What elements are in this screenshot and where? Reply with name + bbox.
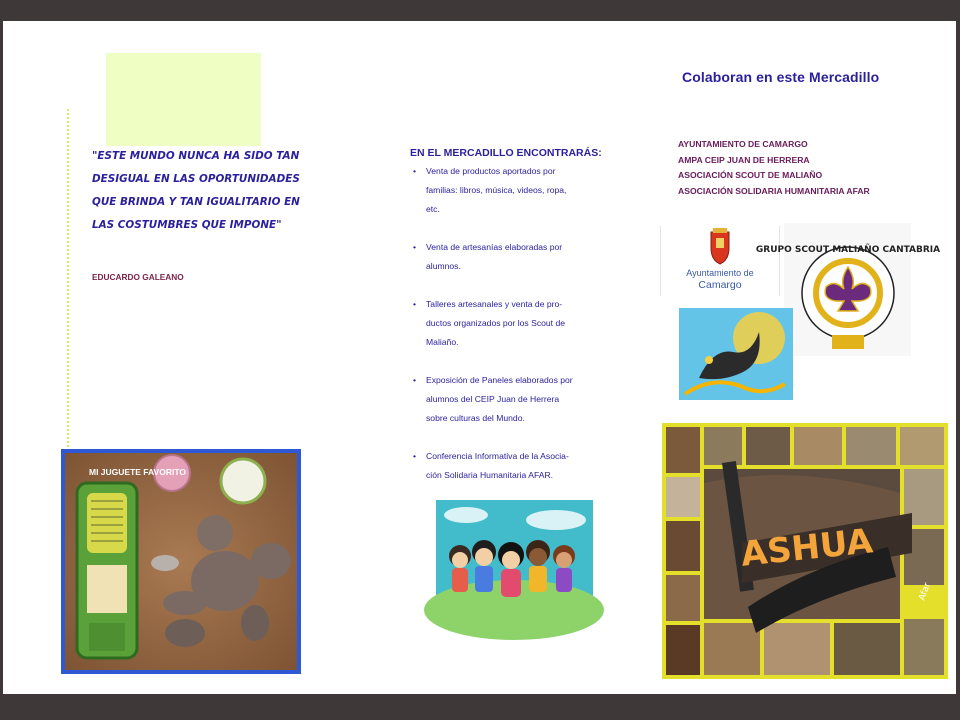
galeano-quote: "ESTE MUNDO NUNCA HA SIDO TAN DESIGUAL EN LAS OPORTUNIDADES QUE BRINDA Y TAN IGUALITARIO EN LAS COSTUMBRES QUE IMPONE": [92, 150, 300, 231]
list-item: • Venta de artesanías elaboradas por alumnos.: [411, 238, 621, 295]
fleur-de-lis-icon: [755, 223, 941, 356]
camargo-logo-line1: Ayuntamiento de: [686, 268, 754, 278]
list-item: ASOCIACIÓN SOLIDARIA HUMANITARIA AFAR: [678, 185, 870, 196]
camargo-logo: [660, 226, 780, 296]
toy-photo-caption: MI JUGUETE FAVORITO: [89, 467, 186, 477]
scout-blue-logo: [679, 308, 793, 400]
brochure-page: [3, 21, 956, 694]
list-item: ASOCIACIÓN SCOUT DE MALIAÑO: [678, 170, 823, 180]
scout-logo-text: GRUPO SCOUT MALIAÑO CANTABRIA: [755, 245, 941, 255]
ashua-text: ASHUA: [739, 521, 875, 575]
afar-badge-text: Afar: [917, 581, 934, 603]
market-items-list: [411, 162, 621, 485]
photo-collage: [662, 423, 948, 679]
scout-group-logo: [755, 223, 941, 356]
toy-photo-illustration: [65, 453, 297, 670]
list-item: • Venta de productos aportados por familias: libros, música, videos, ropa, etc.: [411, 162, 621, 238]
list-item: • Exposición de Paneles elaborados por alumnos del CEIP Juan de Herrera sobre culturas del Mundo.: [411, 371, 621, 447]
list-item: • Talleres artesanales y venta de pro- ductos organizados por los Scout de Maliaño.: [411, 295, 621, 371]
dotted-divider: [67, 109, 69, 459]
green-placeholder-box: [106, 53, 261, 146]
mafalda-kids-illustration: [436, 500, 593, 616]
list-item: • Conferencia Informativa de la Asocia- ción Solidaria Humanitaria AFAR.: [411, 447, 621, 485]
sponsors-list: [678, 137, 870, 199]
quote-author: EDUCARDO GALEANO: [92, 272, 184, 282]
list-item: AMPA CEIP JUAN DE HERRERA: [678, 154, 810, 165]
toy-photo: [61, 449, 301, 674]
camargo-logo-line2: Camargo: [698, 279, 742, 291]
collaborators-title: Colaboran en este Mercadillo: [682, 69, 880, 85]
market-title: EN EL MERCADILLO ENCONTRARÁS:: [410, 147, 602, 159]
list-item: AYUNTAMIENTO DE CAMARGO: [678, 139, 808, 149]
